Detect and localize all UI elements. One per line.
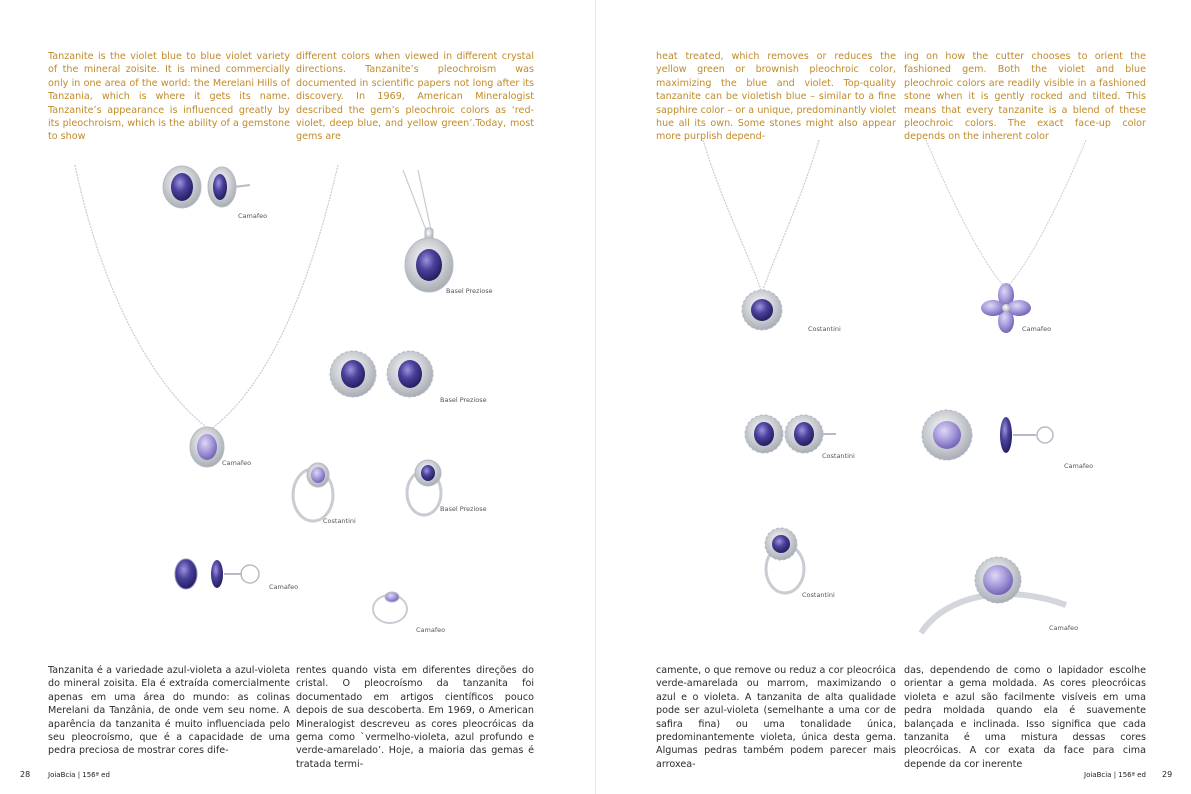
page-number: 29 <box>1162 770 1173 779</box>
earring-icon <box>744 412 839 457</box>
right-page <box>596 0 1191 794</box>
necklace-icon <box>701 140 821 340</box>
brand-label: Camafeo <box>269 583 299 591</box>
brand-label: Camafeo <box>416 626 446 634</box>
portuguese-text-column-1: camente, o que remove ou reduz a cor pleocróica verde-amarelada ou marrom, maximizando o azul e o violeta. A tanzanita de alta qualidade pode ser azul-violeta (semelhante a uma cor de safira fina) ou uma tonalidade única, predominantemente violeta, única desta gema. Algumas pedras também podem parecer mais arroxea- <box>656 665 896 770</box>
brand-label: Basel Preziose <box>440 505 487 513</box>
brand-label: Camafeo <box>238 212 268 220</box>
brand-label: Basel Preziose <box>446 287 493 295</box>
ring-icon <box>370 585 420 630</box>
portuguese-text-column-1: Tanzanita é a variedade azul-violeta a azul-violeta do mineral zoisita. Ela é extraída comercialmente apenas em uma área do mundo: as colinas Merelani da Tanzânia, de onde vem seu nome. A aparência da tanzanita é muito influenciada pelo seu pleocroísmo, que é a capacidade de uma pedra preciosa de mostrar cores dife- <box>48 665 290 757</box>
necklace-icon <box>70 165 345 465</box>
brand-label: Basel Preziose <box>440 396 487 404</box>
page-number: 28 <box>20 770 31 779</box>
english-text-column-1: Tanzanite is the violet blue to blue violet variety of the mineral zoisite. It is mined commercially only in one area of the world: the Merelani Hills of Tanzania, which is where it gets its name. Tanzanite’s appearance is influenced greatly by its pleochroism, which is the ability of a gemstone to show <box>48 51 290 143</box>
english-text-column-2: ing on how the cutter chooses to orient the fashioned gem. Both the violet and blue pleochroic colors are readily visible in a fashioned stone when it is gently rocked and tilted. This means that every tanzanite is a blend of these pleochroic colors. The exact face-up color depends on the inherent color <box>904 51 1146 143</box>
brand-label: Costantini <box>802 591 835 599</box>
brand-label: Camafeo <box>1049 624 1079 632</box>
earring-icon <box>921 408 1071 463</box>
earring-icon <box>172 558 267 593</box>
ring-icon <box>759 527 814 597</box>
brand-label: Camafeo <box>1064 462 1094 470</box>
english-text-column-2: different colors when viewed in different crystal directions. Tanzanite’s pleochroism was documented in scientific papers not long after its discovery. In 1969, American Mineralogist described the gem’s pleochroic colors as ‘red-violet, deep blue, and yellow green’.Today, most gems are <box>296 51 534 143</box>
footer-magazine: JoiaBcia | 156ª ed <box>1084 771 1146 779</box>
brand-label: Costantini <box>323 517 356 525</box>
brand-label: Costantini <box>822 452 855 460</box>
english-text-column-1: heat treated, which removes or reduces the yellow green or brownish pleochroic color, maximizing the blue and violet. Top-quality tanzanite can be violetish blue – similar to a fine sapphire color – or a unique, predominantly violet hue all its own. Some stones might also appear more purplish depend- <box>656 51 896 143</box>
necklace-icon <box>398 170 468 320</box>
earring-icon <box>160 165 250 210</box>
brand-label: Camafeo <box>1022 325 1052 333</box>
necklace-icon <box>921 140 1091 340</box>
left-page <box>0 0 595 794</box>
footer-magazine: JoiaBcia | 156ª ed <box>48 771 110 779</box>
brand-label: Camafeo <box>222 459 252 467</box>
ring-icon <box>288 450 343 525</box>
portuguese-text-column-2: das, dependendo de como o lapidador escolhe orientar a gema moldada. As cores pleocróicas violeta e azul são facilmente visíveis em uma pedra moldada quando ela é suavemente balançada e inclinada. Isso significa que cada tanzanita é uma mistura dessas cores pleocróicas. A cor exata da face para cima depende da cor inerente <box>904 665 1146 770</box>
earring-icon <box>328 350 438 400</box>
portuguese-text-column-2: rentes quando vista em diferentes direções do cristal. O pleocroísmo da tanzanita foi documentado em artigos científicos pouco depois de sua descoberta. Em 1969, o American Mineralogist descreveu as cores pleocróicas da gema como `vermelho-violeta, azul profundo e verde-amarelado’. Hoje, a maioria das gemas é tratada termi- <box>296 665 534 770</box>
brand-label: Costantini <box>808 325 841 333</box>
